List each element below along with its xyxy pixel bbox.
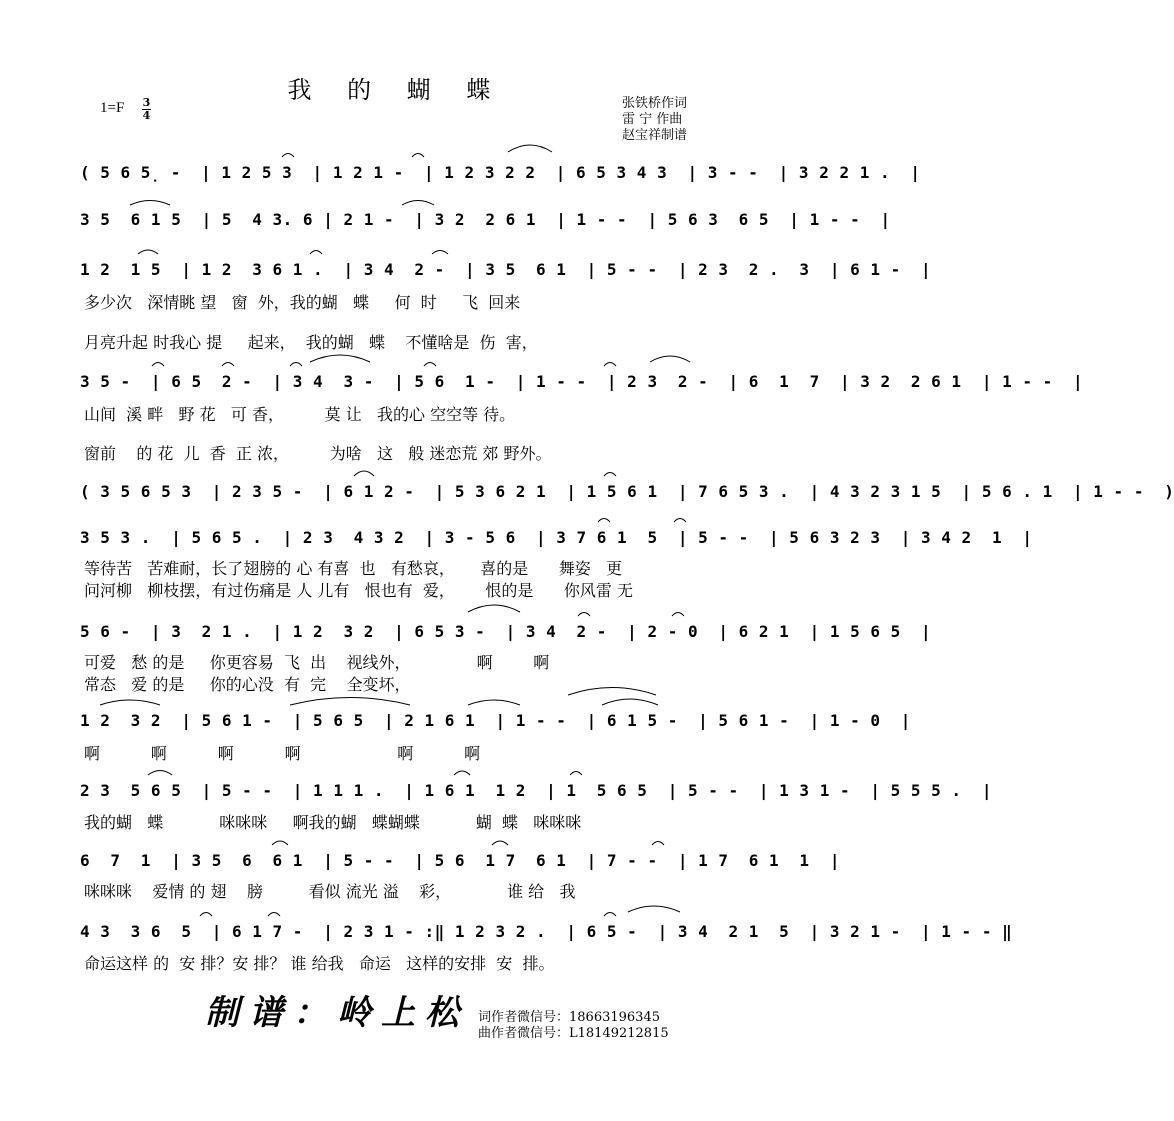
key-signature: 1=F — [100, 100, 125, 116]
composer-wechat: 曲作者微信号：L18149212815 — [478, 1026, 669, 1041]
lyric-row-6-verse-2: 问河柳 柳枝摆，有过伤痛是 人 儿有 恨也有 爱， 恨的是 你风雷 无 — [84, 581, 633, 600]
slur-mark — [130, 201, 170, 206]
slur-mark — [598, 519, 610, 523]
slur-mark — [492, 841, 508, 845]
composer-credit: 雷 宁 作曲 — [622, 112, 683, 127]
slur-mark — [602, 699, 658, 705]
slur-mark — [290, 698, 410, 706]
slur-mark — [222, 363, 234, 367]
lyric-row-3-verse-1: 多少次 深情眺 望 窗 外，我的蝴 蝶 何 时 飞 回来 — [84, 293, 521, 312]
lyric-row-8: 啊 啊 啊 啊 啊 啊 — [84, 744, 481, 763]
slur-mark — [604, 913, 616, 917]
slur-mark — [282, 154, 294, 158]
song-title: 我 的 蝴 蝶 — [287, 76, 505, 104]
time-signature-bottom: 4 — [142, 109, 151, 122]
slur-mark — [268, 913, 280, 917]
slur-mark — [454, 771, 470, 775]
notation-row-4: 3 5 - | 6 5 2 - | 3 4 3 - | 5 6 1 - | 1 - - | 2 3 2 - | 6 1 7 | 3 2 2 6 1 | 1 - - | — [80, 372, 1084, 391]
slur-mark — [402, 201, 434, 206]
slur-mark — [310, 251, 322, 255]
slur-mark — [604, 473, 616, 477]
slur-mark — [508, 145, 552, 152]
lyric-row-10: 咪咪咪 爱情 的 翅 膀 看似 流光 溢 彩， 谁 给 我 — [84, 882, 576, 901]
transcriber-signature: 制谱：岭上松 — [205, 993, 469, 1033]
notation-row-6: 3 5 3 . | 5 6 5 . | 2 3 4 3 2 | 3 - 5 6 | 3 7 6 1 5 | 5 - - | 5 6 3 2 3 | 3 4 2 1 | — [80, 528, 1033, 547]
slur-mark — [650, 356, 690, 362]
lyric-row-7-verse-1: 可爱 愁 的是 你更容易 飞 出 视线外， 啊 啊 — [84, 653, 550, 672]
slur-mark — [628, 906, 680, 912]
lyric-row-6-verse-1: 等待苦 苦难耐，长了翅膀的 心 有喜 也 有愁哀， 喜的是 舞姿 更 — [84, 559, 623, 578]
notation-row-5-interlude: ( 3 5 6 5 3 | 2 3 5 - | 6 1 2 - | 5 3 6 2 1 | 1 5 6 1 | 7 6 5 3 . | 4 3 2 3 1 5 | 5 6 . 1 | 1 - - ) — [80, 482, 1174, 501]
lyricist-wechat: 词作者微信号：18663196345 — [478, 1010, 660, 1025]
slur-mark — [570, 772, 582, 776]
slur-mark — [200, 913, 212, 917]
slur-mark — [652, 842, 664, 846]
slur-mark — [674, 519, 686, 523]
slur-mark — [468, 605, 520, 612]
lyric-row-7-verse-2: 常态 爱 的是 你的心没 有 完 全变坏， — [84, 675, 411, 694]
slur-mark — [412, 154, 424, 158]
slur-mark — [568, 688, 656, 696]
lyric-row-11: 命运这样 的 安 排？安 排？ 谁 给我 命运 这样的安排 安 排。 — [84, 954, 555, 973]
slur-mark — [672, 613, 684, 617]
slur-mark — [432, 251, 448, 255]
notation-row-8: 1 2 3 2 | 5 6 1 - | 5 6 5 | 2 1 6 1 | 1 - - | 6 1 5 - | 5 6 1 - | 1 - 0 | — [80, 711, 911, 730]
lyric-row-9: 我的蝴 蝶 咪咪咪 啊我的蝴 蝶蝴蝶 蝴 蝶 咪咪咪 — [84, 813, 582, 832]
time-signature-top: 3 — [142, 96, 151, 109]
notation-row-3: 1 2 1 5 | 1 2 3 6 1 . | 3 4 2 - | 3 5 6 1 | 5 - - | 2 3 2 . 3 | 6 1 - | — [80, 260, 932, 279]
lyric-row-4-verse-1: 山间 溪 畔 野 花 可 香， 莫 让 我的心 空空等 待。 — [84, 405, 516, 424]
notation-row-10: 6 7 1 | 3 5 6 6 1 | 5 - - | 5 6 1 7 6 1 | 7 - - | 1 7 6 1 1 | — [80, 851, 840, 870]
slur-mark — [468, 700, 520, 705]
slur-mark — [138, 250, 158, 254]
slur-mark — [100, 700, 160, 705]
notation-row-7: 5 6 - | 3 2 1 . | 1 2 3 2 | 6 5 3 - | 3 4 2 - | 2 - 0 | 6 2 1 | 1 5 6 5 | — [80, 622, 932, 641]
slur-mark — [424, 363, 436, 367]
notation-row-11: 4 3 3 6 5 | 6 1 7 - | 2 3 1 - :‖ 1 2 3 2 . | 6 5 - | 3 4 2 1 5 | 3 2 1 - | 1 - - ‖ — [80, 922, 1013, 941]
slur-mark — [152, 363, 164, 367]
notation-row-1: ( 5 6 5̣ - | 1 2 5 3 | 1 2 1 - | 1 2 3 2 2 | 6 5 3 4 3 | 3 - - | 3 2 2 1 . | — [80, 163, 921, 182]
slur-mark — [578, 613, 590, 617]
slur-mark — [290, 363, 302, 367]
lyric-row-3-verse-2: 月亮升起 时我心 提 起来， 我的蝴 蝶 不懂啥是 伤 害， — [84, 333, 538, 352]
transcriber-credit: 赵宝祥制谱 — [622, 128, 688, 143]
slur-mark — [272, 841, 288, 845]
slur-mark — [604, 363, 616, 367]
lyricist-credit: 张铁桥作词 — [622, 96, 688, 111]
notation-row-2: 3 5 6 1 5 | 5 4 3. 6 | 2 1 - | 3 2 2 6 1 | 1 - - | 5 6 3 6 5 | 1 - - | — [80, 210, 891, 229]
slur-mark — [148, 771, 172, 776]
lyric-row-4-verse-2: 窗前 的 花 儿 香 正 浓， 为啥 这 般 迷恋荒 郊 野外。 — [84, 444, 552, 463]
slur-mark — [354, 471, 374, 476]
slur-mark — [310, 355, 370, 362]
notation-row-9: 2 3 5 6 5 | 5 - - | 1 1 1 . | 1 6 1 1 2 | 1 5 6 5 | 5 - - | 1 3 1 - | 5 5 5 . | — [80, 781, 992, 800]
